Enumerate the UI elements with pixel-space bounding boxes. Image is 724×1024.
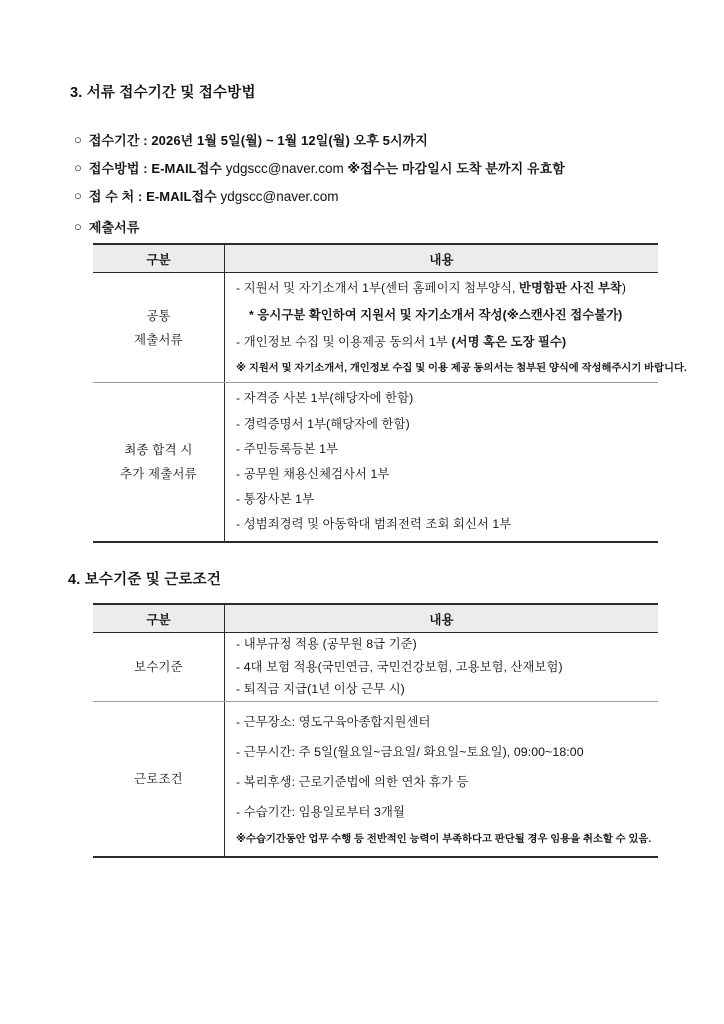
content-line: - 내부규정 적용 (공무원 8급 기준): [236, 637, 417, 652]
section-4-heading: 4. 보수기준 및 근로조건: [68, 572, 222, 588]
content-line: - 경력증명서 1부(해당자에 한함): [236, 416, 410, 431]
circle-bullet-icon: ○: [74, 219, 82, 234]
content-footnote: ※수습기간동안 업무 수행 등 전반적인 능력이 부족하다고 판단될 경우 임용을 취소할 수 있음.: [236, 833, 652, 845]
content-line: - 주민등록등본 1부: [236, 441, 339, 456]
content-line: - 통장사본 1부: [236, 492, 315, 507]
header-cell-category: 구분: [93, 605, 225, 632]
row-label-compensation: 보수기준: [93, 633, 225, 701]
receipt-method-text: [89, 158, 565, 177]
content-text-bold: 반명함판 사진 부착: [519, 280, 622, 295]
list-item-receipt-period: [74, 130, 428, 149]
content-text: - 지원서 및 자기소개서 1부(센터 홈페이지 첨부양식,: [236, 280, 520, 295]
row-label-common: [93, 273, 225, 382]
table-row-compensation: [93, 633, 658, 702]
table-row-additional-documents: [93, 383, 658, 541]
list-item-receipt-address: [74, 186, 339, 205]
content-line: - 4대 보험 적용(국민연금, 국민건강보험, 고용보험, 산재보험): [236, 659, 563, 674]
receipt-method-label: 접수방법 : E-MAIL접수: [88, 161, 226, 176]
receipt-email: ydgscc@naver.com: [220, 189, 339, 204]
table-row-common-documents: [93, 273, 687, 383]
row-content-compensation: [225, 633, 658, 701]
submission-documents-label: 제출서류: [88, 220, 140, 235]
content-line: [236, 329, 687, 356]
content-line: - 수습기간: 임용일로부터 3개월: [236, 804, 405, 819]
receipt-email: ydgscc@naver.com: [225, 161, 344, 176]
content-text: ): [621, 280, 627, 295]
receipt-address-label: 접 수 처 : E-MAIL접수: [88, 189, 221, 204]
header-cell-content: 내용: [429, 612, 454, 627]
row-label-line: 추가 제출서류: [120, 467, 197, 481]
receipt-method-note: ※접수는 마감일시 도착 분까지 유효함: [343, 161, 565, 176]
row-content-working-conditions: [225, 702, 659, 856]
compensation-conditions-table: [93, 603, 658, 858]
section-3-heading: 3. 서류 접수기간 및 접수방법: [70, 85, 256, 101]
content-line: - 공무원 채용신체검사서 1부: [236, 467, 390, 481]
table-row-working-conditions: [93, 702, 658, 856]
row-content-common: [225, 273, 695, 382]
row-label-line: 제출서류: [134, 332, 183, 347]
row-label-working-conditions: 근로조건: [93, 702, 225, 856]
row-label-line: 최종 합격 시: [124, 443, 193, 457]
content-line: - 퇴직금 지급(1년 이상 근무 시): [236, 682, 405, 697]
content-line: [236, 302, 687, 329]
row-label-line: 공통: [146, 308, 171, 323]
circle-bullet-icon: ○: [74, 188, 82, 203]
list-item-submission-documents: [74, 217, 140, 236]
content-text-bold: * 응시구분 확인하여 지원서 및 자기소개서 작성(※스캔사진 접수불가): [249, 307, 623, 322]
table-header-row: [93, 245, 658, 273]
submission-documents-table: [93, 243, 687, 543]
content-line: [236, 275, 687, 302]
content-text-bold: (서명 혹은 도장 필수): [451, 334, 567, 349]
content-line: - 성범죄경력 및 아동학대 범죄전력 조회 회신서 1부: [236, 517, 512, 532]
content-text: - 개인정보 수집 및 이용제공 동의서 1부: [236, 334, 452, 349]
header-cell-category: 구분: [93, 245, 225, 272]
receipt-address-text: [89, 186, 339, 205]
row-label-final-pass: [93, 383, 225, 541]
content-line: - 복리후생: 근로기준법에 의한 연차 휴가 등: [236, 774, 469, 789]
circle-bullet-icon: ○: [74, 160, 82, 175]
circle-bullet-icon: ○: [74, 132, 82, 147]
content-line: - 근무장소: 영도구육아종합지원센터: [236, 714, 431, 729]
list-item-receipt-method: [74, 158, 565, 177]
content-line: - 자격증 사본 1부(해당자에 한함): [236, 391, 414, 406]
row-content-additional: [225, 383, 658, 541]
receipt-period-text: 접수기간 : 2026년 1월 5일(월) ~ 1월 12일(월) 오후 5시까지: [88, 133, 428, 148]
table-header-row: [93, 605, 658, 633]
header-cell-content: 내용: [429, 252, 454, 267]
content-footnote: ※ 지원서 및 자기소개서, 개인정보 수집 및 이용 제공 동의서는 첨부된 양식에 작성해주시기 바랍니다.: [236, 362, 687, 374]
content-line: - 근무시간: 주 5일(월요일~금요일/ 화요일~토요일), 09:00~18:00: [236, 744, 584, 759]
